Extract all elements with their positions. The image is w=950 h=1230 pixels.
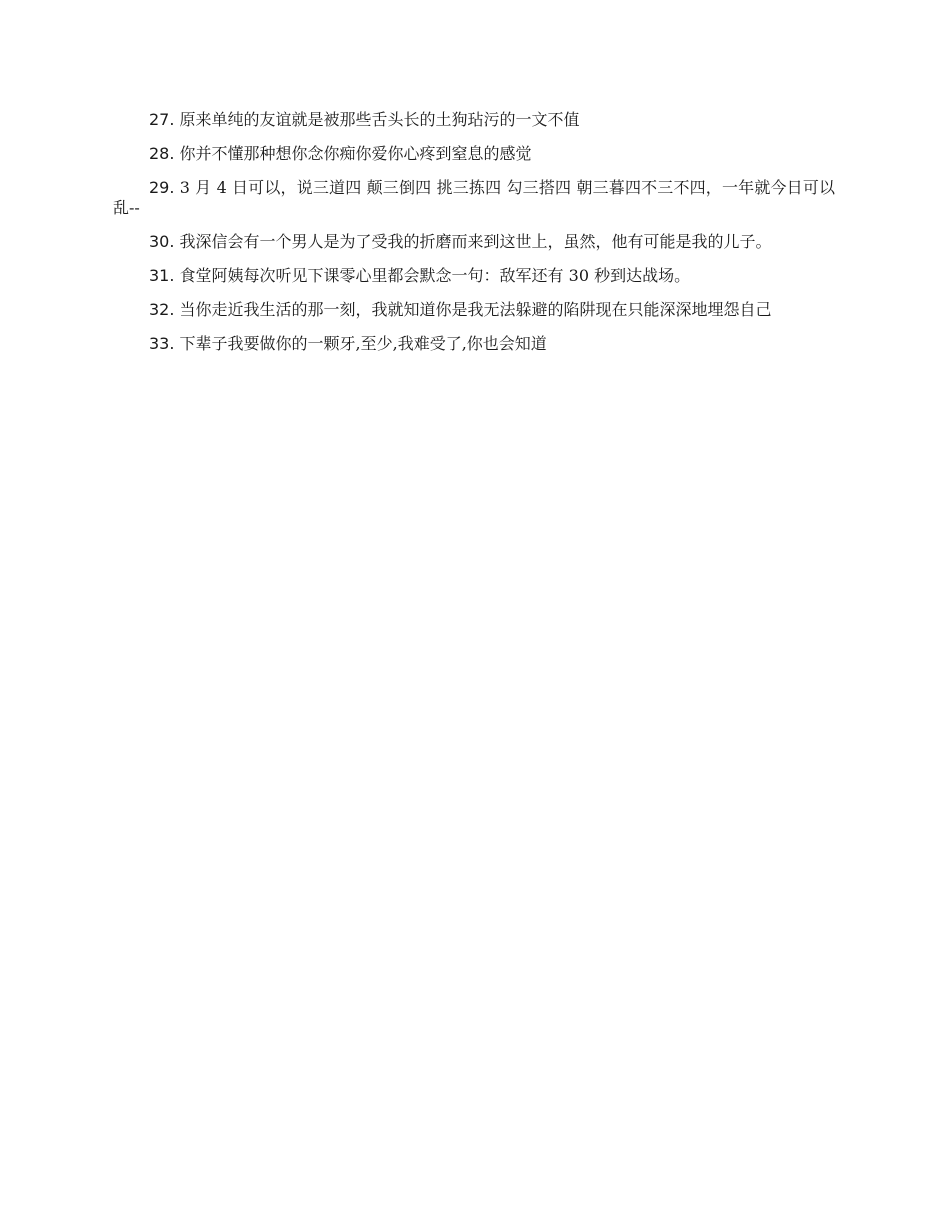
paragraph-27 [113,110,835,130]
paragraph-28 [113,144,835,164]
paragraph-33 [113,334,835,354]
paragraph-text: 当你走近我生活的那一刻，我就知道你是我无法躲避的陷阱现在只能深深地埋怨自己 [179,300,772,319]
paragraph-text: 原来单纯的友谊就是被那些舌头长的土狗玷污的一文不值 [179,110,580,129]
paragraph-number: 31. [149,266,175,285]
paragraph-29 [113,178,835,218]
paragraph-text: 下辈子我要做你的一颗牙,至少,我难受了,你也会知道 [179,334,547,353]
paragraph-text: 你并不懂那种想你念你痴你爱你心疼到窒息的感觉 [179,144,532,163]
paragraph-number: 28. [149,144,175,163]
paragraph-number: 30. [149,232,175,251]
paragraph-number: 27. [149,110,175,129]
document-body [113,110,835,368]
paragraph-number: 29. [149,178,175,197]
paragraph-30 [113,232,835,252]
paragraph-number: 33. [149,334,175,353]
paragraph-31 [113,266,835,286]
paragraph-text: 3 月 4 日可以，说三道四 颠三倒四 挑三拣四 勾三搭四 朝三暮四不三不四，一年就今日可以乱-- [113,178,835,217]
paragraph-32 [113,300,835,320]
paragraph-text: 食堂阿姨每次听见下课零心里都会默念一句：敌军还有 30 秒到达战场。 [179,266,691,285]
paragraph-number: 32. [149,300,175,319]
paragraph-text: 我深信会有一个男人是为了受我的折磨而来到这世上，虽然，他有可能是我的儿子。 [179,232,772,251]
